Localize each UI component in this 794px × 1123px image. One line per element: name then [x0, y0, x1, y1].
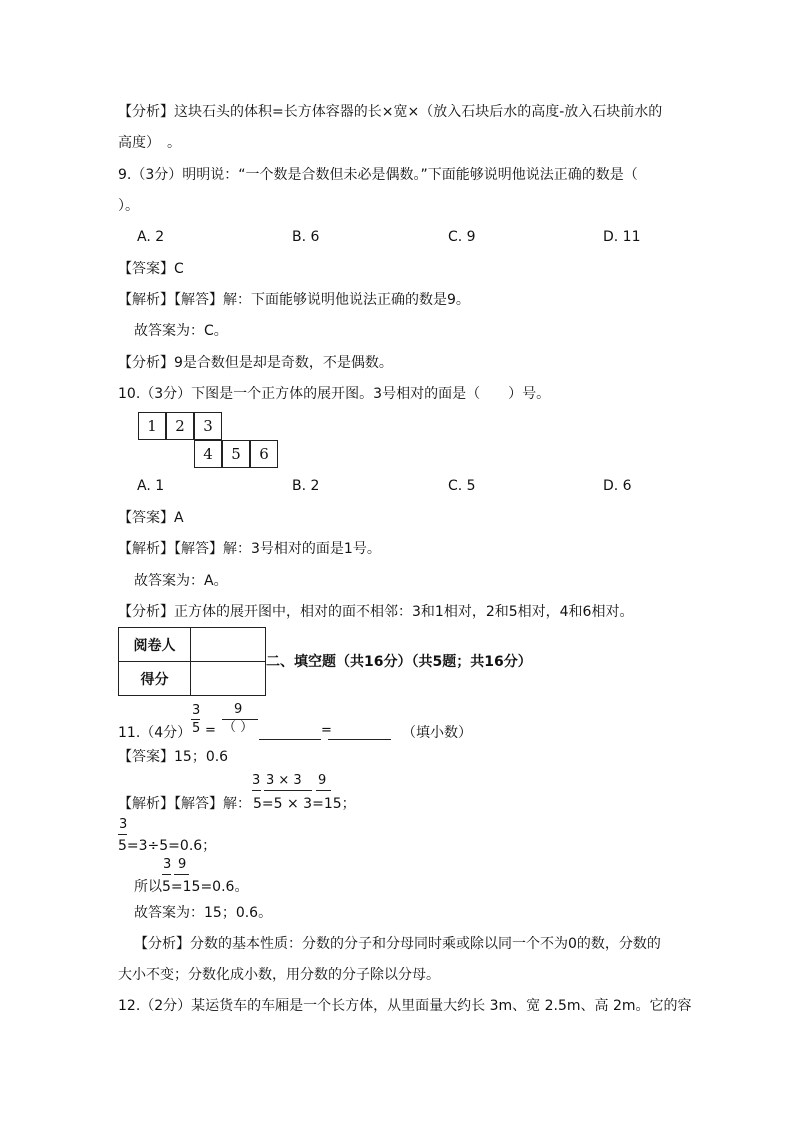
q11-den2: （ ） [223, 720, 254, 735]
q11-div-bar [118, 834, 127, 835]
grader-label: 阅卷人 [119, 628, 191, 662]
net-cell-4: 4 [194, 440, 222, 468]
q11-sol-bar1 [252, 790, 261, 791]
net-cell-1: 1 [138, 412, 166, 440]
q11-sol-num1: 3 [252, 773, 261, 788]
q11-prefix: 11.（4分） [118, 725, 192, 741]
q10-answer: 【答案】A [118, 510, 184, 526]
grader-signature-box[interactable] [191, 628, 266, 662]
net-cell-2: 2 [166, 412, 194, 440]
q11-so-bar2 [174, 874, 189, 875]
q11-frac-den: 5 [192, 721, 201, 736]
q11-blank-1[interactable] [259, 739, 321, 740]
q10-option-b: B. 2 [292, 478, 320, 494]
q10-analysis: 【分析】正方体的展开图中，相对的面不相邻：3和1相对，2和5相对，4和6相对。 [118, 604, 634, 620]
score-label: 得分 [119, 662, 191, 696]
q11-frac-bar [191, 719, 200, 720]
q10-option-d: D. 6 [603, 478, 632, 494]
analysis-8-line2: 高度） 。 [118, 135, 181, 151]
net-cell-3: 3 [194, 412, 222, 440]
q11-suffix: （填小数） [402, 725, 472, 741]
q9-solution: 【解析】【解答】解：下面能够说明他说法正确的数是9。 [118, 292, 470, 308]
q10-option-c: C. 5 [448, 478, 476, 494]
q9-option-a: A. 2 [137, 229, 165, 245]
q11-so-num2: 9 [178, 857, 187, 872]
q11-div-line: 5=3÷5=0.6； [118, 838, 217, 854]
q9-answer: 【答案】C [118, 261, 184, 277]
q11-conclusion: 故答案为：15；0.6。 [134, 905, 273, 921]
analysis-8-line1: 【分析】这块石头的体积=长方体容器的长×宽×（放入石块后水的高度-放入石块前水的 [118, 104, 663, 120]
q11-answer: 【答案】15；0.6 [118, 749, 229, 765]
q9-stem-line1: 9.（3分）明明说：“一个数是合数但未必是偶数。”下面能够说明他说法正确的数是（ [118, 167, 638, 183]
q11-sol-num3: 9 [318, 773, 327, 788]
q11-blank-2[interactable] [328, 739, 391, 740]
q11-so-line: 所以5=15=0.6。 [134, 879, 249, 895]
q11-analysis-line2: 大小不变；分数化成小数，用分数的分子除以分母。 [118, 967, 440, 983]
q11-sol-bar2 [264, 790, 312, 791]
q11-sol-den-line: 5=5 × 3=15； [253, 796, 356, 812]
q11-so-bar1 [162, 874, 171, 875]
q11-sol-num2: 3 × 3 [266, 773, 302, 788]
q11-eq2: = [321, 723, 332, 738]
q10-solution: 【解析】【解答】解：3号相对的面是1号。 [118, 541, 381, 557]
net-cell-6: 6 [250, 440, 278, 468]
score-box[interactable] [191, 662, 266, 696]
q11-eq: = [205, 723, 216, 738]
q9-stem-line2: ）。 [118, 198, 139, 214]
q12-stem: 12.（2分）某运货车的车厢是一个长方体，从里面量大约长 3m、宽 2.5m、高 2m。它的容 [118, 998, 692, 1014]
q11-div-num: 3 [119, 817, 128, 832]
q9-analysis: 【分析】9是合数但是却是奇数，不是偶数。 [118, 355, 393, 371]
q9-option-c: C. 9 [448, 229, 476, 245]
q11-analysis-line1: 【分析】分数的基本性质：分数的分子和分母同时乘或除以同一个不为0的数，分数的 [134, 936, 661, 952]
q11-num2: 9 [234, 702, 243, 717]
q11-sol-bar3 [316, 790, 331, 791]
grader-table [118, 627, 266, 696]
q10-conclusion: 故答案为：A。 [134, 573, 228, 589]
q9-option-d: D. 11 [603, 229, 641, 245]
section-title: 二、填空题（共16分）（共5题；共16分） [266, 654, 532, 670]
q11-so-num1: 3 [163, 857, 172, 872]
net-cell-5: 5 [222, 440, 250, 468]
q11-frac-num: 3 [192, 703, 201, 718]
q10-option-a: A. 1 [137, 478, 165, 494]
q10-stem: 10.（3分）下图是一个正方体的展开图。3号相对的面是（ ）号。 [118, 386, 551, 402]
cube-net-figure [138, 412, 283, 469]
q11-solution-prefix: 【解析】【解答】解： [118, 796, 251, 812]
q9-option-b: B. 6 [292, 229, 320, 245]
q9-conclusion: 故答案为：C。 [134, 323, 228, 339]
